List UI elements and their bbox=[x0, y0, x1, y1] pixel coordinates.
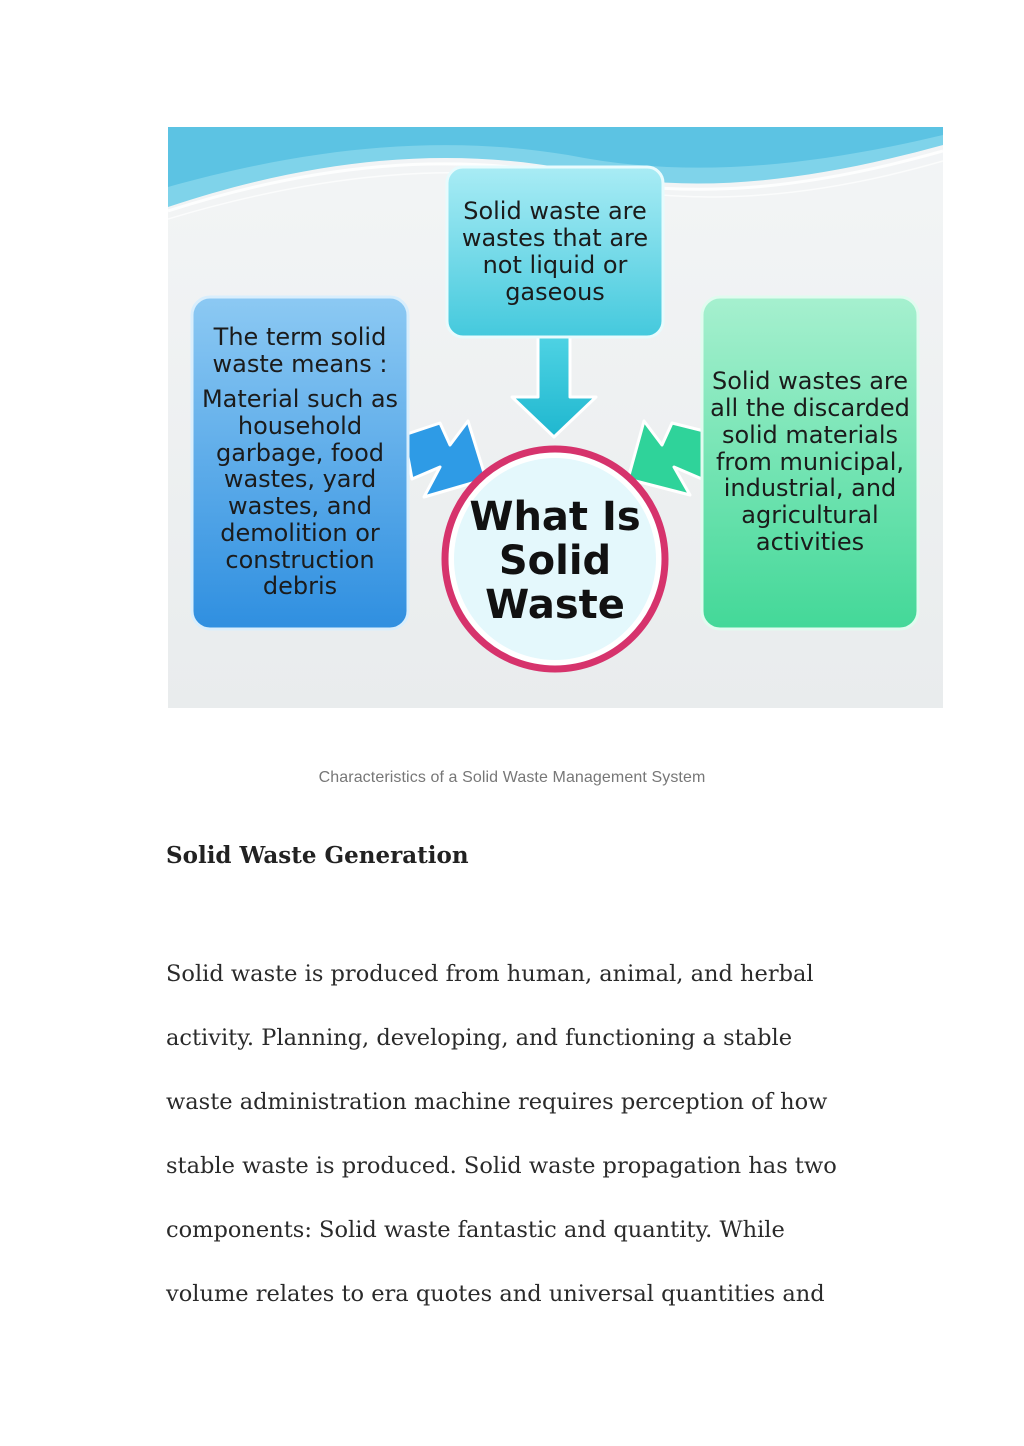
paragraph-line: activity. Planning, developing, and functioning a stable bbox=[166, 1025, 793, 1051]
left-box-line: garbage, food bbox=[215, 439, 385, 467]
top-box-line: Solid waste are bbox=[463, 197, 647, 225]
center-title-line: Waste bbox=[485, 582, 625, 628]
center-circle bbox=[445, 449, 665, 669]
center-title-line: Solid bbox=[498, 538, 612, 584]
solid-waste-infographic bbox=[168, 127, 943, 708]
right-box-line: agricultural bbox=[741, 501, 879, 529]
left-box-line: wastes, and bbox=[228, 492, 372, 520]
left-box-line: household bbox=[237, 412, 363, 440]
figure-caption: Characteristics of a Solid Waste Management System bbox=[318, 769, 706, 786]
paragraph-line: components: Solid waste fantastic and quantity. While bbox=[166, 1217, 785, 1243]
paragraph-line: waste administration machine requires perception of how bbox=[166, 1089, 828, 1115]
right-box-line: industrial, and bbox=[723, 474, 897, 502]
left-box-line: Material such as bbox=[201, 385, 399, 413]
top-box-line: wastes that are bbox=[461, 224, 649, 252]
left-box-line: The term solid bbox=[213, 323, 387, 351]
definition-box-top bbox=[447, 167, 663, 337]
definition-box-left bbox=[192, 297, 408, 629]
body-paragraph bbox=[166, 950, 866, 1334]
top-box-line: gaseous bbox=[505, 278, 605, 306]
left-box-line: wastes, yard bbox=[223, 465, 377, 493]
left-box-line: construction bbox=[225, 546, 375, 574]
right-box-line: from municipal, bbox=[715, 448, 905, 476]
right-box-line: all the discarded bbox=[710, 394, 910, 422]
definition-box-right bbox=[702, 297, 918, 629]
left-box-line: debris bbox=[262, 572, 338, 600]
infographic-canvas bbox=[168, 127, 943, 708]
left-box-line: waste means : bbox=[212, 350, 388, 378]
right-box-line: Solid wastes are bbox=[711, 367, 909, 395]
top-box-line: not liquid or bbox=[482, 251, 628, 279]
paragraph-line: Solid waste is produced from human, animal, and herbal bbox=[166, 961, 814, 987]
left-box-line: demolition or bbox=[220, 519, 380, 547]
paragraph-line: volume relates to era quotes and universal quantities and bbox=[166, 1281, 825, 1307]
paragraph-line: stable waste is produced. Solid waste propagation has two bbox=[166, 1153, 837, 1179]
center-title-line: What Is bbox=[469, 494, 641, 540]
right-box-line: solid materials bbox=[721, 421, 899, 449]
section-heading: Solid Waste Generation bbox=[166, 842, 469, 869]
right-box-line: activities bbox=[755, 528, 865, 556]
